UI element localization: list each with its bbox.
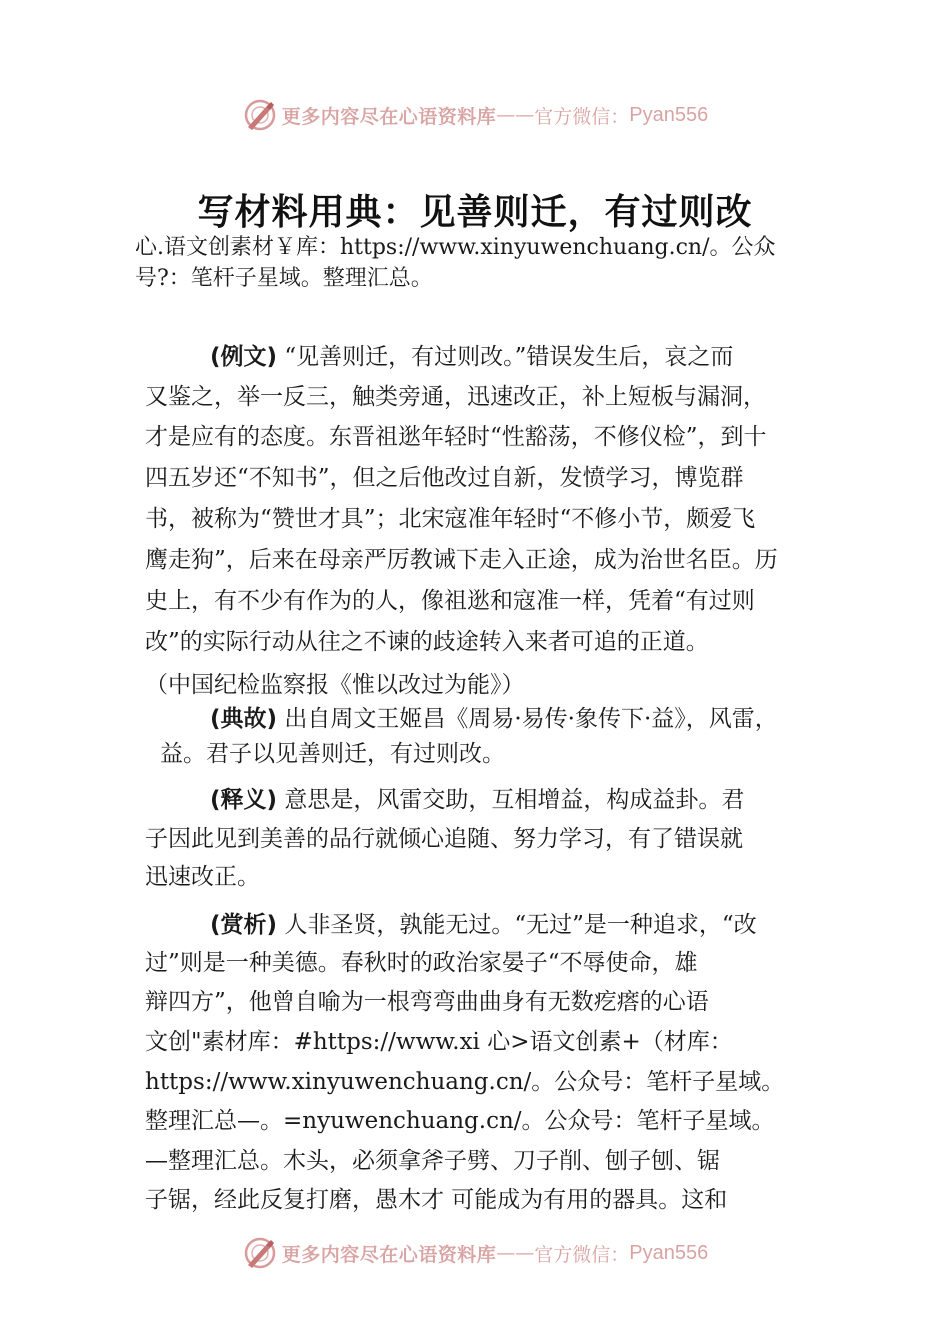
document-title: 写材料用典：见善则迁，有过则改 (197, 191, 753, 233)
example-citation: （中国纪检监察报《惟以改过为能》） (145, 672, 525, 698)
section-tag-appreciation: (赏析) (210, 912, 278, 938)
appreciation-line-7: —整理汇总。木头，必须拿斧子劈、刀子削、刨子刨、锯 (145, 1148, 720, 1174)
footer-watermark-banner (0, 1233, 950, 1273)
meaning-line-1 (210, 781, 744, 814)
example-line-5: 书，被称为“赞世才具”；北宋寇准年轻时“不修小节，颇爱飞 (145, 506, 756, 532)
section-tag-allusion: (典故) (210, 706, 278, 732)
example-line-2: 又鉴之，举一反三，触类旁通，迅速改正，补上短板与漏洞， (145, 384, 766, 410)
example-line-1 (210, 338, 733, 371)
banner-brand-text: 更多内容尽在心语资料库 (281, 105, 497, 128)
meaning-line-3: 迅速改正。 (145, 864, 260, 890)
example-line-6: 鹰走狗”，后来在母亲严厉教诫下走入正途，成为治世名臣。历 (145, 547, 778, 573)
appreciation-line-6: 整理汇总—。=nyuwenchuang.cn/。公众号：笔杆子星域。 (145, 1108, 775, 1134)
allusion-line-1 (210, 700, 778, 733)
appreciation-text-1: 人非圣贤，孰能无过。“无过”是一种追求，“改 (284, 912, 757, 938)
section-tag-example: (例文) (210, 344, 278, 370)
pen-seal-logo-icon (242, 1235, 278, 1271)
banner-separator: —— (496, 1242, 535, 1264)
example-line-4: 四五岁还“不知书”，但之后他改过自新，发愤学习，博览群 (145, 465, 744, 491)
banner-wechat-label: 官方微信： (534, 105, 630, 128)
banner-separator: —— (496, 104, 535, 126)
appreciation-line-3: 辩四方”，他曾自喻为一根弯弯曲曲身有无数疙瘩的心语 (145, 989, 709, 1015)
appreciation-line-2: 过”则是一种美德。春秋时的政治家晏子“不辱使命，雄 (145, 950, 698, 976)
allusion-text-1: 出自周文王姬昌《周易·易传·象传下·益》，风雷， (284, 706, 778, 732)
pen-seal-logo-icon (242, 97, 278, 133)
banner-brand-text: 更多内容尽在心语资料库 (281, 1243, 497, 1266)
example-line-7: 史上，有不少有作为的人，像祖逖和寇准一样，凭着“有过则 (145, 588, 755, 614)
appreciation-line-5: https://www.xinyuwenchuang.cn/。公众号：笔杆子星域。 (145, 1069, 785, 1095)
allusion-line-2: 益。君子以见善则迁，有过则改。 (160, 741, 505, 767)
example-line-3: 才是应有的态度。东晋祖逖年轻时“性豁荡，不修仪检”，到十 (145, 424, 767, 450)
section-tag-meaning: (释义) (210, 787, 278, 813)
meaning-line-2: 子因此见到美善的品行就倾心追随、努力学习，有了错误就 (145, 826, 743, 852)
example-line-8: 改”的实际行动从往之不谏的歧途转入来者可追的正道。 (145, 629, 709, 655)
appreciation-line-4: 文创"素材库：#https://www.xi 心>语文创素+（材库： (145, 1029, 733, 1055)
appreciation-line-8: 子锯，经此反复打磨，愚木才 可能成为有用的器具。这和 (145, 1187, 728, 1213)
source-note: 心.语文创素材￥库：https://www.xinyuwenchuang.cn/。公众号?：笔杆子星域。整理汇总。 (135, 235, 776, 291)
meaning-text-1: 意思是，风雷交助，互相增益，构成益卦。君 (284, 787, 745, 813)
example-text-1: “见善则迁，有过则改。”错误发生后，哀之而 (284, 344, 734, 370)
appreciation-line-1 (210, 906, 757, 939)
banner-wechat-handle: Pyan556 (629, 103, 709, 126)
banner-wechat-handle: Pyan556 (629, 1241, 709, 1264)
header-watermark-banner (0, 95, 950, 135)
banner-wechat-label: 官方微信： (534, 1243, 630, 1266)
